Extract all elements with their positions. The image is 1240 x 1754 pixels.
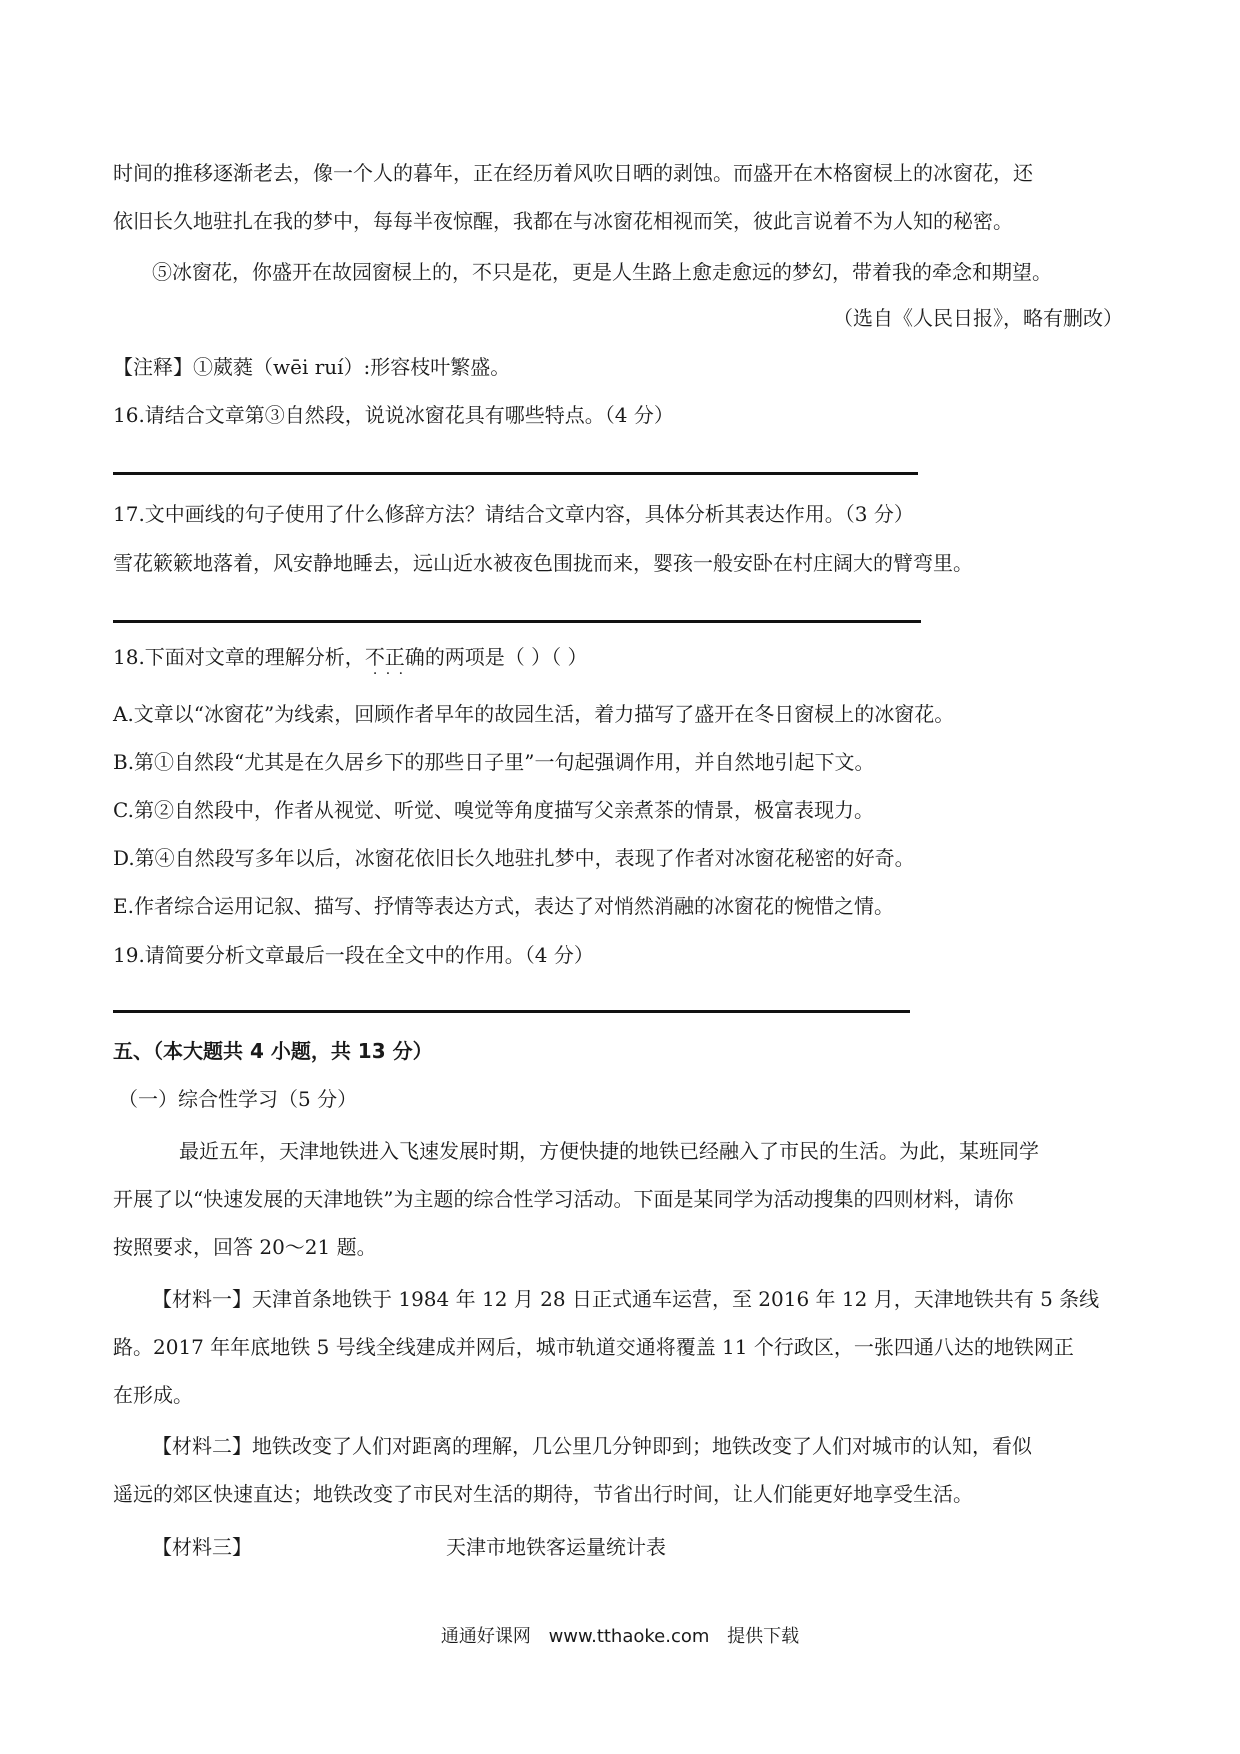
intro-line-2: 开展了以“快速发展的天津地铁”为主题的综合性学习活动。下面是某同学为活动搜集的四则材料，请你 [113,1187,1014,1211]
option-a: A.文章以“冰窗花”为线索，回顾作者早年的故园生活，着力描写了盛开在冬日窗棂上的冰窗花。 [113,702,955,726]
passage-line-1: 时间的推移逐渐老去，像一个人的暮年，正在经历着风吹日晒的剥蚀。而盛开在木格窗棂上的冰窗花，还 [113,161,1033,185]
passage-source: （选自《人民日报》，略有删改） [833,306,1123,330]
intro-line-1: 最近五年，天津地铁进入飞速发展时期，方便快捷的地铁已经融入了市民的生活。为此，某班同学 [179,1139,1039,1163]
question-18-emphasis: 不正确 · · · [365,645,425,669]
question-17: 17.文中画线的句子使用了什么修辞方法？请结合文章内容，具体分析其表达作用。（3 分） [113,502,914,526]
question-16: 16.请结合文章第③自然段，说说冰窗花具有哪些特点。（4 分） [113,403,674,427]
material-2-line-1: 【材料二】地铁改变了人们对距离的理解，几公里几分钟即到；地铁改变了人们对城市的认知，看似 [152,1434,1032,1458]
answer-line-17[interactable] [113,620,921,623]
option-d: D.第④自然段写多年以后，冰窗花依旧长久地驻扎梦中，表现了作者对冰窗花秘密的好奇。 [113,846,915,870]
option-c: C.第②自然段中，作者从视觉、听觉、嗅觉等角度描写父亲煮茶的情景，极富表现力。 [113,798,874,822]
answer-line-16[interactable] [113,472,918,475]
question-19: 19.请简要分析文章最后一段在全文中的作用。（4 分） [113,943,594,967]
section-5-heading: 五、（本大题共 4 小题，共 13 分） [113,1039,433,1063]
passage-paragraph-5: ⑤冰窗花，你盛开在故园窗棂上的，不只是花，更是人生路上愈走愈远的梦幻，带着我的牵念和期望。 [152,260,1052,284]
page-footer [0,1622,1240,1648]
footer-site-name: 通通好课网 [440,1626,531,1647]
option-b: B.第①自然段“尤其是在久居乡下的那些日子里”一句起强调作用，并自然地引起下文。 [113,750,875,774]
material-1-line-1: 【材料一】天津首条地铁于 1984 年 12 月 28 日正式通车运营，至 2016 年 12 月，天津地铁共有 5 条线 [152,1287,1100,1311]
question-18-suffix: 的两项是（ ）（ ） [424,645,588,669]
answer-line-19[interactable] [113,1010,910,1013]
question-17-sentence: 雪花簌簌地落着，风安静地睡去，远山近水被夜色围拢而来，婴孩一般安卧在村庄阔大的臂弯里。 [113,551,973,575]
footer-url-link[interactable]: www.tthaoke.com [548,1626,710,1647]
material-1-line-2: 路。2017 年年底地铁 5 号线全线建成并网后，城市轨道交通将覆盖 11 个行政区，一张四通八达的地铁网正 [113,1335,1074,1359]
option-e: E.作者综合运用记叙、描写、抒情等表达方式，表达了对悄然消融的冰窗花的惋惜之情。 [113,894,894,918]
material-3-table-title: 天津市地铁客运量统计表 [446,1535,666,1559]
passage-note: 【注释】①葳蕤（wēi ruí）:形容枝叶繁盛。 [113,355,511,379]
material-1-line-3: 在形成。 [113,1383,193,1407]
question-18-prefix: 18.下面对文章的理解分析， [113,645,365,669]
question-18 [113,647,588,667]
material-2-line-2: 遥远的郊区快速直达；地铁改变了市民对生活的期待，节省出行时间，让人们能更好地享受生活。 [113,1482,973,1506]
material-3-label: 【材料三】 [152,1535,252,1559]
footer-action: 提供下载 [727,1626,800,1647]
passage-line-2: 依旧长久地驻扎在我的梦中，每每半夜惊醒，我都在与冰窗花相视而笑，彼此言说着不为人知的秘密。 [113,209,1013,233]
section-5-subheading: （一）综合性学习（5 分） [118,1087,358,1111]
intro-line-3: 按照要求，回答 20～21 题。 [113,1235,377,1259]
